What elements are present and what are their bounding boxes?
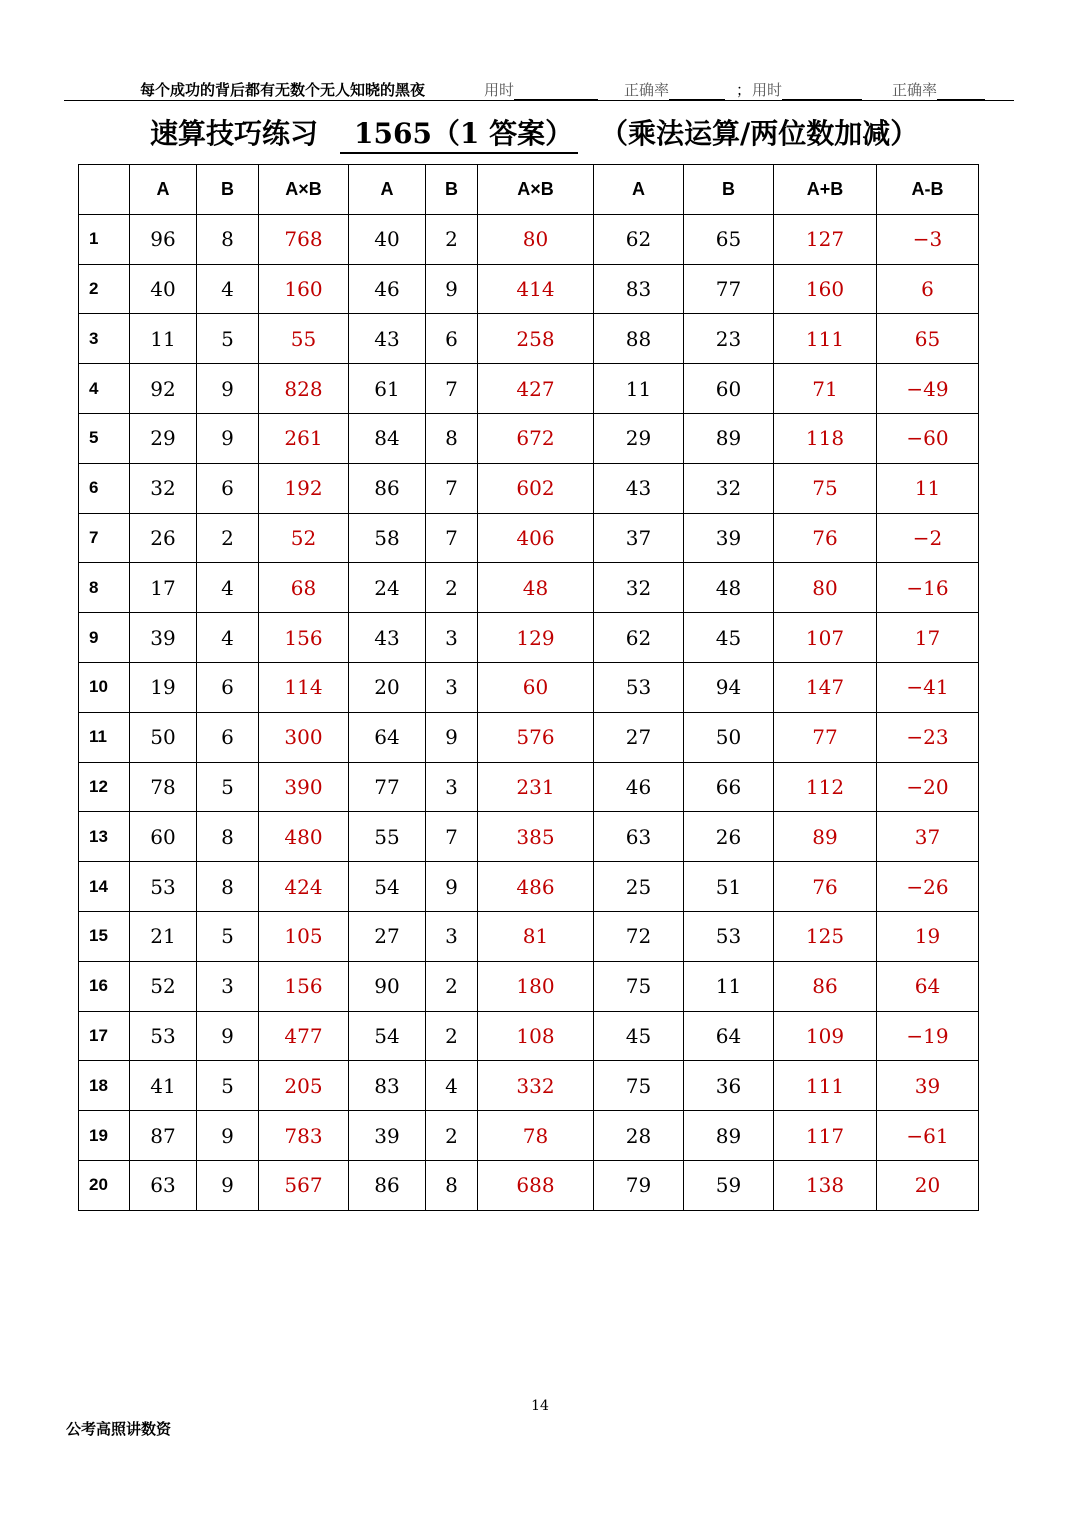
- answer-cell: 81: [478, 911, 594, 961]
- answer-cell: 147: [774, 662, 877, 712]
- operand-cell: 27: [349, 911, 426, 961]
- accuracy-blank: [669, 85, 725, 100]
- answer-cell: 406: [478, 513, 594, 563]
- operand-cell: 29: [130, 413, 197, 463]
- answer-cell: 64: [877, 961, 979, 1011]
- operand-cell: 40: [349, 214, 426, 264]
- operand-cell: 4: [426, 1061, 478, 1111]
- answer-cell: 17: [877, 613, 979, 663]
- operand-cell: 8: [197, 214, 259, 264]
- row-index: 2: [79, 264, 130, 314]
- answer-cell: 89: [774, 812, 877, 862]
- row-index: 3: [79, 314, 130, 364]
- answer-cell: 71: [774, 364, 877, 414]
- operand-cell: 51: [684, 862, 774, 912]
- operand-cell: 28: [594, 1111, 684, 1161]
- answer-cell: 180: [478, 961, 594, 1011]
- operand-cell: 86: [349, 463, 426, 513]
- page-number: 14: [531, 1398, 549, 1414]
- operand-cell: 63: [594, 812, 684, 862]
- operand-cell: 79: [594, 1160, 684, 1210]
- operand-cell: 32: [130, 463, 197, 513]
- time-blank: [514, 85, 598, 100]
- operand-cell: 3: [426, 613, 478, 663]
- table-row: [79, 613, 979, 663]
- column-header: B: [684, 165, 774, 215]
- answer-cell: 105: [259, 911, 349, 961]
- table-row: [79, 911, 979, 961]
- table-row: [79, 214, 979, 264]
- operand-cell: 88: [594, 314, 684, 364]
- operand-cell: 2: [426, 1011, 478, 1061]
- answer-cell: 112: [774, 762, 877, 812]
- operand-cell: 55: [349, 812, 426, 862]
- answer-cell: 111: [774, 314, 877, 364]
- accuracy-blank-2: [937, 85, 985, 100]
- table-row: [79, 1011, 979, 1061]
- time-label-2: 用时: [752, 81, 783, 99]
- operand-cell: 78: [130, 762, 197, 812]
- operand-cell: 53: [684, 911, 774, 961]
- answer-cell: 76: [774, 513, 877, 563]
- operand-cell: 39: [684, 513, 774, 563]
- answer-cell: 111: [774, 1061, 877, 1111]
- column-header: A: [594, 165, 684, 215]
- operand-cell: 50: [130, 712, 197, 762]
- answer-cell: 86: [774, 961, 877, 1011]
- operand-cell: 45: [684, 613, 774, 663]
- column-header: A-B: [877, 165, 979, 215]
- operand-cell: 54: [349, 862, 426, 912]
- operand-cell: 75: [594, 1061, 684, 1111]
- operand-cell: 52: [130, 961, 197, 1011]
- operand-cell: 2: [426, 214, 478, 264]
- footer-text: 公考高照讲数资: [66, 1420, 172, 1438]
- answer-cell: 414: [478, 264, 594, 314]
- operand-cell: 7: [426, 812, 478, 862]
- answer-cell: 75: [774, 463, 877, 513]
- operand-cell: 54: [349, 1011, 426, 1061]
- operand-cell: 90: [349, 961, 426, 1011]
- answer-cell: 65: [877, 314, 979, 364]
- time-label: 用时: [484, 81, 515, 99]
- row-index: 19: [79, 1111, 130, 1161]
- column-header: B: [197, 165, 259, 215]
- row-index: 6: [79, 463, 130, 513]
- answer-cell: 205: [259, 1061, 349, 1111]
- answer-cell: 385: [478, 812, 594, 862]
- answer-cell: 39: [877, 1061, 979, 1111]
- column-header: [79, 165, 130, 215]
- title-main: 速算技巧练习: [150, 117, 319, 150]
- operand-cell: 60: [130, 812, 197, 862]
- answer-cell: 160: [259, 264, 349, 314]
- answer-cell: 37: [877, 812, 979, 862]
- answer-cell: −60: [877, 413, 979, 463]
- answer-cell: 60: [478, 662, 594, 712]
- answer-cell: −19: [877, 1011, 979, 1061]
- table-row: [79, 1061, 979, 1111]
- answer-cell: 48: [478, 563, 594, 613]
- answer-cell: 77: [774, 712, 877, 762]
- answer-cell: −20: [877, 762, 979, 812]
- answer-cell: 332: [478, 1061, 594, 1111]
- operand-cell: 59: [684, 1160, 774, 1210]
- operand-cell: 64: [684, 1011, 774, 1061]
- operand-cell: 39: [349, 1111, 426, 1161]
- time-field: [484, 79, 598, 100]
- row-index: 20: [79, 1160, 130, 1210]
- answer-cell: 300: [259, 712, 349, 762]
- operand-cell: 3: [197, 961, 259, 1011]
- column-header: A: [349, 165, 426, 215]
- operand-cell: 3: [426, 762, 478, 812]
- operand-cell: 9: [426, 862, 478, 912]
- answer-cell: 156: [259, 613, 349, 663]
- answer-cell: 117: [774, 1111, 877, 1161]
- row-index: 18: [79, 1061, 130, 1111]
- answer-cell: −49: [877, 364, 979, 414]
- answer-cell: 78: [478, 1111, 594, 1161]
- operand-cell: 3: [426, 662, 478, 712]
- answer-cell: 192: [259, 463, 349, 513]
- operand-cell: 6: [197, 662, 259, 712]
- answer-cell: 258: [478, 314, 594, 364]
- answer-cell: 127: [774, 214, 877, 264]
- operand-cell: 8: [197, 812, 259, 862]
- answer-cell: −2: [877, 513, 979, 563]
- operand-cell: 11: [594, 364, 684, 414]
- answer-cell: 156: [259, 961, 349, 1011]
- operand-cell: 62: [594, 613, 684, 663]
- operand-cell: 9: [197, 1160, 259, 1210]
- accuracy-field: [624, 79, 725, 100]
- operand-cell: 8: [426, 1160, 478, 1210]
- row-index: 10: [79, 662, 130, 712]
- row-index: 1: [79, 214, 130, 264]
- answer-cell: 138: [774, 1160, 877, 1210]
- operand-cell: 9: [197, 364, 259, 414]
- operand-cell: 4: [197, 563, 259, 613]
- row-index: 7: [79, 513, 130, 563]
- accuracy-field-2: [892, 79, 985, 100]
- column-header: A×B: [259, 165, 349, 215]
- operand-cell: 26: [684, 812, 774, 862]
- operand-cell: 5: [197, 314, 259, 364]
- operand-cell: 5: [197, 1061, 259, 1111]
- operand-cell: 6: [197, 463, 259, 513]
- table-row: [79, 314, 979, 364]
- answer-cell: 688: [478, 1160, 594, 1210]
- row-index: 14: [79, 862, 130, 912]
- table-row: [79, 662, 979, 712]
- answer-cell: 68: [259, 563, 349, 613]
- table-row: [79, 712, 979, 762]
- operand-cell: 53: [130, 1011, 197, 1061]
- page-title: [0, 112, 1080, 152]
- operand-cell: 29: [594, 413, 684, 463]
- operand-cell: 48: [684, 563, 774, 613]
- operand-cell: 65: [684, 214, 774, 264]
- operand-cell: 20: [349, 662, 426, 712]
- operand-cell: 61: [349, 364, 426, 414]
- answer-cell: 20: [877, 1160, 979, 1210]
- answer-cell: 125: [774, 911, 877, 961]
- operand-cell: 8: [426, 413, 478, 463]
- header-motto: 每个成功的背后都有无数个无人知晓的黑夜: [140, 81, 426, 99]
- answer-cell: 480: [259, 812, 349, 862]
- operand-cell: 24: [349, 563, 426, 613]
- operand-cell: 66: [684, 762, 774, 812]
- operand-cell: 25: [594, 862, 684, 912]
- header-separator: ；: [736, 81, 752, 99]
- answer-cell: 107: [774, 613, 877, 663]
- operand-cell: 3: [426, 911, 478, 961]
- operand-cell: 5: [197, 911, 259, 961]
- operand-cell: 2: [426, 563, 478, 613]
- table-row: [79, 463, 979, 513]
- table-row: [79, 961, 979, 1011]
- title-code: 1565（1 答案）: [340, 112, 578, 154]
- answer-cell: 576: [478, 712, 594, 762]
- answer-cell: 76: [774, 862, 877, 912]
- operand-cell: 77: [684, 264, 774, 314]
- column-header: A+B: [774, 165, 877, 215]
- answer-cell: 11: [877, 463, 979, 513]
- table-row: [79, 812, 979, 862]
- row-index: 17: [79, 1011, 130, 1061]
- operand-cell: 40: [130, 264, 197, 314]
- operand-cell: 2: [426, 1111, 478, 1161]
- column-header: A: [130, 165, 197, 215]
- time-blank-2: [782, 85, 862, 100]
- answer-cell: −23: [877, 712, 979, 762]
- answer-cell: 261: [259, 413, 349, 463]
- operand-cell: 9: [197, 413, 259, 463]
- operand-cell: 6: [197, 712, 259, 762]
- operand-cell: 19: [130, 662, 197, 712]
- row-index: 13: [79, 812, 130, 862]
- operand-cell: 11: [684, 961, 774, 1011]
- operand-cell: 7: [426, 364, 478, 414]
- operand-cell: 62: [594, 214, 684, 264]
- operand-cell: 86: [349, 1160, 426, 1210]
- answer-cell: −3: [877, 214, 979, 264]
- answer-cell: 768: [259, 214, 349, 264]
- answer-cell: 129: [478, 613, 594, 663]
- operand-cell: 96: [130, 214, 197, 264]
- answer-cell: 114: [259, 662, 349, 712]
- operand-cell: 87: [130, 1111, 197, 1161]
- accuracy-label: 正确率: [624, 81, 670, 99]
- table-row: [79, 563, 979, 613]
- table-row: [79, 862, 979, 912]
- answer-cell: 118: [774, 413, 877, 463]
- answer-cell: 828: [259, 364, 349, 414]
- operand-cell: 94: [684, 662, 774, 712]
- answer-cell: 80: [774, 563, 877, 613]
- answer-cell: 6: [877, 264, 979, 314]
- table-header-row: [79, 165, 979, 215]
- operand-cell: 37: [594, 513, 684, 563]
- accuracy-label-2: 正确率: [892, 81, 938, 99]
- operand-cell: 23: [684, 314, 774, 364]
- operand-cell: 72: [594, 911, 684, 961]
- operand-cell: 4: [197, 613, 259, 663]
- operand-cell: 41: [130, 1061, 197, 1111]
- answer-cell: 231: [478, 762, 594, 812]
- operand-cell: 11: [130, 314, 197, 364]
- answer-cell: 602: [478, 463, 594, 513]
- operand-cell: 77: [349, 762, 426, 812]
- operand-cell: 17: [130, 563, 197, 613]
- answer-cell: 486: [478, 862, 594, 912]
- row-index: 12: [79, 762, 130, 812]
- operand-cell: 63: [130, 1160, 197, 1210]
- operand-cell: 53: [594, 662, 684, 712]
- operand-cell: 7: [426, 463, 478, 513]
- operand-cell: 8: [197, 862, 259, 912]
- answer-cell: 52: [259, 513, 349, 563]
- operand-cell: 43: [349, 613, 426, 663]
- operand-cell: 5: [197, 762, 259, 812]
- answer-cell: 783: [259, 1111, 349, 1161]
- row-index: 5: [79, 413, 130, 463]
- answer-cell: −61: [877, 1111, 979, 1161]
- answer-cell: 109: [774, 1011, 877, 1061]
- operand-cell: 9: [426, 712, 478, 762]
- operand-cell: 60: [684, 364, 774, 414]
- header-line: [64, 74, 1014, 102]
- operand-cell: 39: [130, 613, 197, 663]
- answer-cell: 19: [877, 911, 979, 961]
- answer-cell: 160: [774, 264, 877, 314]
- column-header: A×B: [478, 165, 594, 215]
- operand-cell: 83: [349, 1061, 426, 1111]
- operand-cell: 84: [349, 413, 426, 463]
- operand-cell: 46: [594, 762, 684, 812]
- operand-cell: 32: [684, 463, 774, 513]
- operand-cell: 46: [349, 264, 426, 314]
- operand-cell: 53: [130, 862, 197, 912]
- table-row: [79, 264, 979, 314]
- table-row: [79, 1111, 979, 1161]
- column-header: B: [426, 165, 478, 215]
- answer-cell: −26: [877, 862, 979, 912]
- operand-cell: 9: [426, 264, 478, 314]
- operand-cell: 9: [197, 1111, 259, 1161]
- title-subtitle: （乘法运算/两位数加减）: [600, 117, 919, 150]
- operand-cell: 32: [594, 563, 684, 613]
- operand-cell: 21: [130, 911, 197, 961]
- row-index: 9: [79, 613, 130, 663]
- row-index: 16: [79, 961, 130, 1011]
- operand-cell: 45: [594, 1011, 684, 1061]
- operand-cell: 2: [197, 513, 259, 563]
- operand-cell: 50: [684, 712, 774, 762]
- answer-cell: 672: [478, 413, 594, 463]
- answer-cell: 477: [259, 1011, 349, 1061]
- row-index: 11: [79, 712, 130, 762]
- header-rule: [64, 100, 1014, 101]
- operand-cell: 43: [349, 314, 426, 364]
- answer-table: [78, 164, 979, 1211]
- table-row: [79, 364, 979, 414]
- table-row: [79, 1160, 979, 1210]
- operand-cell: 36: [684, 1061, 774, 1111]
- operand-cell: 26: [130, 513, 197, 563]
- row-index: 15: [79, 911, 130, 961]
- answer-cell: 567: [259, 1160, 349, 1210]
- operand-cell: 64: [349, 712, 426, 762]
- row-index: 8: [79, 563, 130, 613]
- answer-cell: 390: [259, 762, 349, 812]
- operand-cell: 89: [684, 1111, 774, 1161]
- table-row: [79, 513, 979, 563]
- operand-cell: 83: [594, 264, 684, 314]
- answer-cell: 427: [478, 364, 594, 414]
- operand-cell: 58: [349, 513, 426, 563]
- time-field-2: [752, 79, 862, 100]
- answer-cell: 424: [259, 862, 349, 912]
- operand-cell: 89: [684, 413, 774, 463]
- answer-cell: 55: [259, 314, 349, 364]
- table-row: [79, 413, 979, 463]
- operand-cell: 4: [197, 264, 259, 314]
- operand-cell: 75: [594, 961, 684, 1011]
- operand-cell: 27: [594, 712, 684, 762]
- row-index: 4: [79, 364, 130, 414]
- answer-cell: 80: [478, 214, 594, 264]
- operand-cell: 92: [130, 364, 197, 414]
- operand-cell: 2: [426, 961, 478, 1011]
- operand-cell: 9: [197, 1011, 259, 1061]
- operand-cell: 6: [426, 314, 478, 364]
- answer-cell: 108: [478, 1011, 594, 1061]
- operand-cell: 7: [426, 513, 478, 563]
- answer-cell: −41: [877, 662, 979, 712]
- answer-cell: −16: [877, 563, 979, 613]
- operand-cell: 43: [594, 463, 684, 513]
- table-row: [79, 762, 979, 812]
